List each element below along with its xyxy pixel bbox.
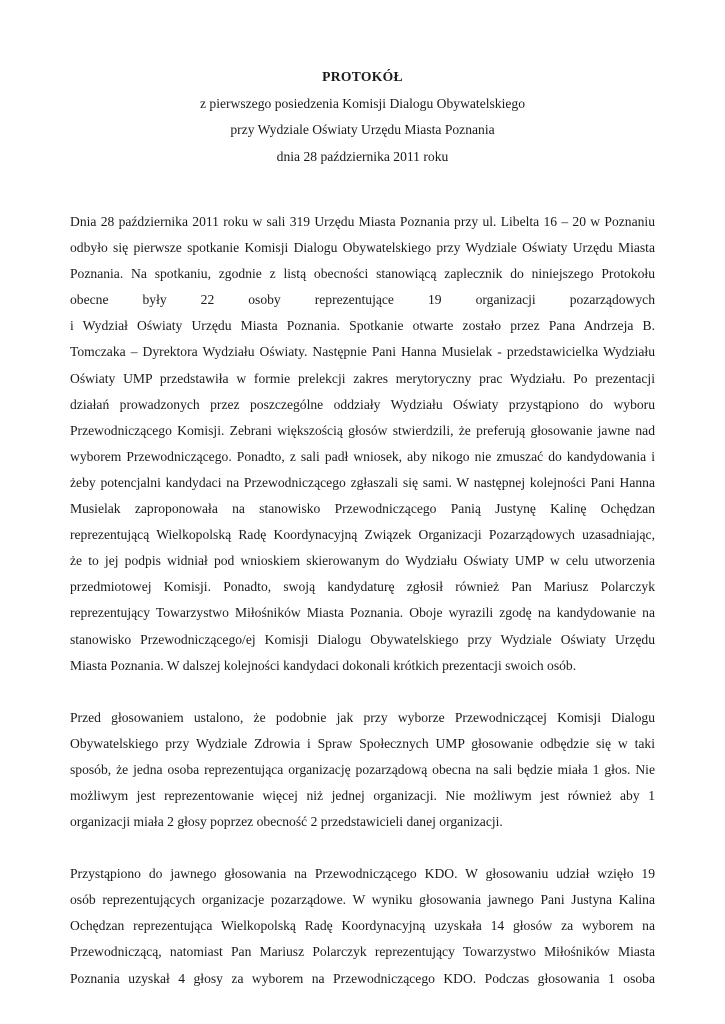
- paragraph-line: żeby potencjalni kandydaci na Przewodniczącego zgłaszali się sami. W następnej kolejności Pani Hanna: [70, 474, 655, 490]
- paragraph-line: że to jej podpis widniał pod wnioskiem skierowanym do Wydziału Oświaty UMP w celu utworzenia: [70, 553, 655, 569]
- paragraph-line: Przewodniczącego Komisji. Zebrani większością głosów stwierdzili, że preferują głosowanie jawne nad: [70, 422, 655, 438]
- paragraph-line: organizacji miała 2 głosy poprzez obecność 2 przedstawicieli danej organizacji.: [70, 814, 503, 830]
- document-date-line: dnia 28 października 2011 roku: [276, 148, 449, 164]
- paragraph-line: Tomczaka – Dyrektora Wydziału Oświaty. Następnie Pani Hanna Musielak - przedstawicielka Wydziału: [70, 344, 655, 360]
- paragraph-line: reprezentujący Towarzystwo Miłośników Miasta Poznania. Oboje wyrazili zgodę na kandydowanie na: [70, 605, 655, 621]
- paragraph-line: Przed głosowaniem ustalono, że podobnie jak przy wyborze Przewodniczącej Komisji Dialogu: [70, 709, 655, 725]
- paragraph-line: stanowisko Przewodniczącego/ej Komisji Dialogu Obywatelskiego przy Wydziale Oświaty Urzędu: [70, 631, 655, 647]
- paragraph-line: działań prowadzonych przez poszczególne oddziały Wydziału Oświaty przystąpiono do wyboru: [70, 396, 655, 412]
- paragraph-line: reprezentującą Wielkopolską Radę Koordynacyjną Związek Organizacji Pozarządowych uzasadniając,: [70, 527, 655, 543]
- paragraph-line: Przystąpiono do jawnego głosowania na Przewodniczącego KDO. W głosowaniu udział wzięło 19: [70, 866, 655, 882]
- paragraph-line: wyborem Przewodniczącego. Ponadto, z sali padł wniosek, aby nikogo nie zmuszać do kandydowania i: [70, 448, 655, 464]
- paragraph-line: Musielak zaproponowała na stanowisko Przewodniczącego Panią Justynę Kalinę Ochędzan: [70, 501, 655, 517]
- paragraph-line: Dnia 28 października 2011 roku w sali 319 Urzędu Miasta Poznania przy ul. Libelta 16 – 20 w Poznaniu: [70, 214, 655, 229]
- paragraph-1: [70, 209, 655, 679]
- paragraph-line: Obywatelskiego przy Wydziale Zdrowia i Spraw Społecznych UMP głosowanie odbędzie się w taki: [70, 735, 655, 751]
- paragraph-line: Przewodniczącą, natomiast Pan Mariusz Polarczyk reprezentujący Towarzystwo Miłośników Miasta: [70, 944, 655, 960]
- paragraph-line: Miasta Poznania. W dalszej kolejności kandydaci dokonali krótkich prezentacji swoich osób.: [70, 657, 577, 673]
- paragraph-line: odbyło się pierwsze spotkanie Komisji Dialogu Obywatelskiego przy Wydziale Oświaty Urzędu Miasta: [70, 240, 655, 256]
- document-subtitle-line-2: przy Wydziale Oświaty Urzędu Miasta Poznania: [230, 122, 495, 137]
- document-header: [0, 64, 725, 170]
- paragraph-line: sposób, że jedna osoba reprezentująca organizację pozarządową obecna na sali będzie miała 1 głos. Nie: [70, 761, 655, 777]
- paragraph-line: przedmiotowej Komisji. Ponadto, swoją kandydaturę zgłosił również Pan Mariusz Polarczyk: [70, 579, 655, 595]
- paragraph-line: możliwym jest reprezentowanie więcej niż jednej organizacji. Nie możliwym jest również aby 1: [70, 787, 655, 803]
- paragraph-line: Ochędzan reprezentująca Wielkopolską Radę Koordynacyjną uzyskała 14 głosów za wyborem na: [70, 918, 655, 934]
- paragraph-line: i Wydział Oświaty Urzędu Miasta Poznania. Spotkanie otwarte zostało przez Pana Andrzeja B.: [70, 318, 655, 334]
- paragraph-line: obecne były 22 osoby reprezentujące 19 organizacji pozarządowych: [70, 292, 655, 308]
- paragraph-2: [70, 705, 655, 835]
- document-body: [70, 209, 655, 1018]
- document-subtitle-line-1: z pierwszego posiedzenia Komisji Dialogu Obywatelskiego: [199, 95, 526, 111]
- paragraph-3: [70, 861, 655, 991]
- paragraph-line: Poznania. Na spotkaniu, zgodnie z listą obecności stanowiącą zaplecznik do niniejszego Protokołu: [70, 266, 655, 282]
- paragraph-line: Oświaty UMP przedstawiła w formie prelekcji zakres merytoryczny prac Wydziału. Po prezentacji: [70, 370, 655, 386]
- document-title: PROTOKÓŁ: [322, 69, 403, 84]
- paragraph-line: osób reprezentujących organizacje pozarządowe. W wyniku głosowania jawnego Pani Justyna Kalina: [70, 892, 655, 908]
- paragraph-line: Poznania uzyskał 4 głosy za wyborem na Przewodniczącego KDO. Podczas głosowania 1 osoba: [70, 970, 655, 986]
